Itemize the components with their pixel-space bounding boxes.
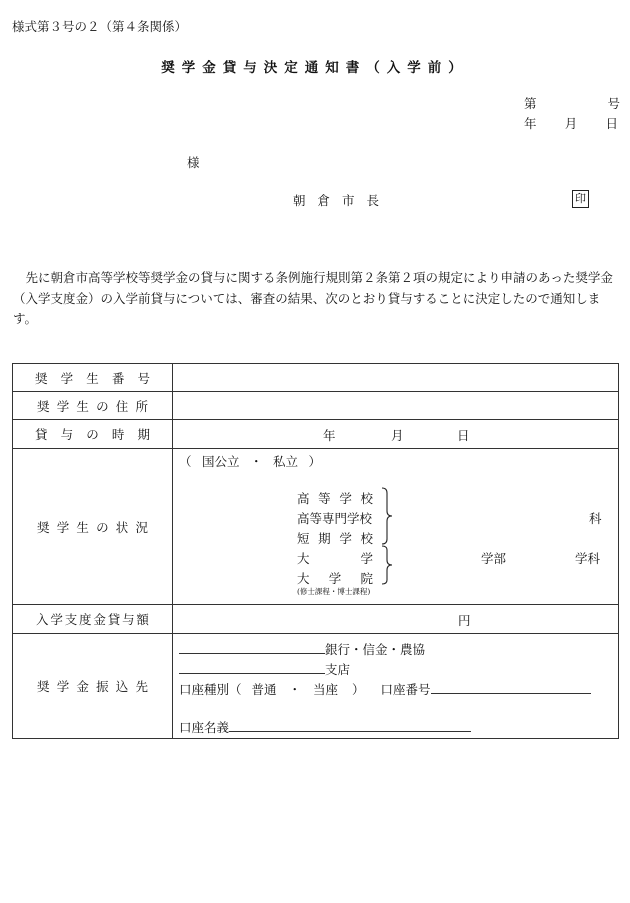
- school-char: 学: [360, 551, 373, 566]
- label-text: [13, 369, 172, 387]
- label-char: 学: [50, 612, 63, 627]
- label-char: 度: [79, 612, 92, 627]
- label-text: [13, 610, 172, 628]
- school-char: 高: [297, 491, 310, 506]
- label-student-status: [13, 449, 173, 605]
- graduate-course-note: (修士課程・博士課程): [297, 587, 371, 596]
- loan-year-unit: 年: [323, 428, 336, 443]
- bank-name-line: [179, 640, 425, 658]
- label-char: 生: [86, 370, 99, 386]
- account-type-ordinary[interactable]: 普通: [251, 682, 277, 697]
- school-char: 学: [339, 491, 352, 506]
- label-char: 振: [96, 679, 109, 694]
- label-loan-period: [13, 420, 173, 449]
- date-year: 年: [524, 116, 537, 131]
- label-char: 学: [56, 679, 70, 694]
- school-char: 等: [318, 491, 331, 506]
- document-title: 奨学金貸与決定通知書（入学前）: [161, 60, 469, 76]
- label-bank-transfer: [13, 634, 173, 739]
- paren-close: ）: [308, 454, 321, 469]
- label-char: 金: [93, 612, 106, 627]
- school-char: 学: [339, 531, 352, 546]
- label-char: 支: [64, 612, 78, 627]
- seal-stamp: 印: [572, 190, 589, 208]
- label-char: 状: [115, 519, 129, 535]
- label-char: 学: [56, 519, 70, 535]
- label-char: 金: [76, 679, 89, 694]
- table-row-address: [13, 392, 619, 420]
- label-char: 学: [60, 370, 74, 386]
- school-char: 大: [297, 571, 310, 586]
- label-char: 時: [111, 427, 125, 442]
- recipient-honorific: 様: [187, 155, 200, 170]
- separator-dot: ・: [249, 454, 263, 469]
- school-option-high-school[interactable]: [297, 489, 373, 507]
- label-char: 入: [36, 612, 49, 627]
- notice-body-text: 先に朝倉市高等学校等奨学金の貸与に関する条例施行規則第２条第２項の規定により申請のあった奨学金（入学支度金）の入学前貸与については、審査の結果、次のとおり貸与することに決定したので通知します。: [13, 270, 613, 326]
- label-char: 所: [135, 398, 148, 414]
- table-row-student-status: [13, 449, 619, 605]
- brace-lower-icon: [380, 545, 394, 585]
- label-char: 住: [115, 398, 129, 414]
- school-label: 高等専門学校: [297, 511, 373, 526]
- label-char: 番: [111, 370, 125, 386]
- loan-amount-field[interactable]: [173, 605, 619, 634]
- loan-period-field[interactable]: [173, 420, 619, 449]
- account-holder-input[interactable]: [229, 718, 471, 732]
- document-date-line: [524, 114, 620, 132]
- paren-close: ）: [352, 682, 365, 697]
- student-number-field[interactable]: [173, 364, 619, 392]
- course-unit: 学科: [575, 551, 601, 566]
- school-char: 院: [360, 571, 373, 586]
- account-holder-label: 口座名義: [179, 720, 230, 735]
- bank-types-label: 銀行・信金・農協: [325, 642, 426, 657]
- label-char: 奨: [37, 398, 50, 414]
- option-private[interactable]: 私立: [272, 454, 298, 469]
- label-char: 学: [56, 398, 70, 414]
- branch-name-input[interactable]: [179, 660, 325, 674]
- label-char: 与: [122, 612, 135, 627]
- faculty-unit: 学部: [481, 551, 507, 566]
- document-number-line: [524, 94, 620, 112]
- label-char: 貸: [35, 427, 48, 442]
- label-loan-amount: [13, 605, 173, 634]
- label-char: の: [96, 519, 109, 535]
- school-option-technical-college[interactable]: [297, 509, 372, 527]
- separator-dot: ・: [288, 682, 302, 697]
- school-char: 短: [297, 531, 310, 546]
- student-status-field[interactable]: [173, 449, 619, 605]
- school-type-choice[interactable]: [179, 452, 321, 470]
- loan-info-table: [12, 363, 619, 739]
- bank-transfer-field[interactable]: [173, 634, 619, 739]
- option-public[interactable]: 国公立: [201, 454, 240, 469]
- school-option-junior-college[interactable]: [297, 529, 373, 547]
- label-char: の: [96, 398, 109, 414]
- loan-month-unit: 月: [391, 428, 404, 443]
- school-option-university[interactable]: [297, 549, 373, 567]
- brace-upper-icon: [380, 487, 394, 545]
- table-row-student-number: [13, 364, 619, 392]
- account-number-label: 口座番号: [380, 682, 431, 697]
- school-char: 学: [328, 571, 342, 586]
- table-row-bank-transfer: [13, 634, 619, 739]
- label-text: [13, 425, 172, 443]
- label-char: 況: [135, 519, 148, 535]
- amount-unit-yen: 円: [458, 613, 471, 628]
- label-student-number: [13, 364, 173, 392]
- label-char: 生: [76, 519, 89, 535]
- label-char: 貸: [107, 612, 121, 627]
- school-char: 校: [360, 491, 373, 506]
- label-text: [13, 677, 172, 695]
- table-row-loan-amount: [13, 605, 619, 634]
- label-text: [13, 518, 172, 536]
- date-day: 日: [605, 116, 618, 131]
- issuer-mayor: 朝倉市長: [293, 193, 392, 208]
- label-char: 号: [137, 370, 150, 386]
- student-address-field[interactable]: [173, 392, 619, 420]
- label-char: 額: [136, 612, 149, 627]
- label-char: 奨: [37, 519, 50, 535]
- label-char: 込: [115, 679, 129, 694]
- number-prefix: 第: [524, 96, 537, 111]
- account-type-label: 口座種別（: [179, 682, 242, 697]
- label-address: [13, 392, 173, 420]
- label-text: [13, 397, 172, 415]
- school-char: 校: [360, 531, 373, 546]
- branch-line: [179, 660, 350, 678]
- label-char: 期: [137, 427, 150, 442]
- account-number-input[interactable]: [431, 680, 591, 694]
- school-char: 期: [318, 531, 331, 546]
- account-type-current[interactable]: 当座: [313, 682, 339, 697]
- number-suffix: 号: [607, 96, 620, 111]
- table-row-loan-period: [13, 420, 619, 449]
- school-option-graduate-school[interactable]: [297, 569, 373, 587]
- label-char: 先: [135, 679, 148, 694]
- bank-name-input[interactable]: [179, 640, 325, 654]
- branch-label: 支店: [325, 662, 351, 677]
- paren-open: （: [179, 454, 192, 469]
- label-char: 与: [60, 427, 74, 442]
- label-char: 奨: [37, 679, 50, 694]
- department-unit: 科: [589, 511, 602, 526]
- school-char: 大: [297, 551, 310, 566]
- label-char: の: [86, 427, 99, 442]
- label-char: 生: [76, 398, 89, 414]
- account-type-line: [179, 680, 591, 698]
- date-month: 月: [564, 116, 578, 131]
- loan-day-unit: 日: [457, 428, 470, 443]
- form-number: 様式第３号の２（第４条関係）: [12, 19, 188, 34]
- account-holder-line: [179, 718, 471, 736]
- label-char: 奨: [35, 370, 48, 386]
